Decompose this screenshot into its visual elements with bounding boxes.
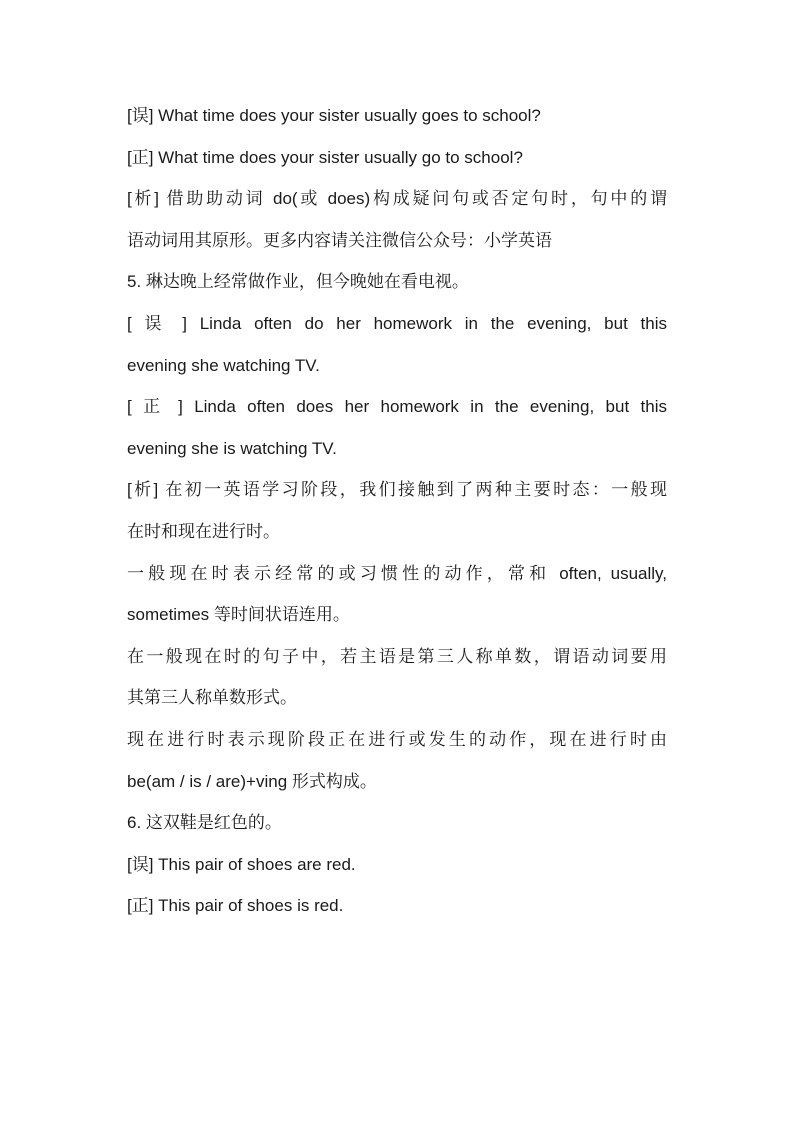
present-progressive-line-2: be(am / is / are)+ving 形式构成。 xyxy=(127,771,377,791)
item-5-heading: 5. 琳达晚上经常做作业，但今晚她在看电视。 xyxy=(127,272,469,292)
present-progressive-line-1: 现在进行时表示现阶段正在进行或发生的动作，现在进行时由 xyxy=(127,729,667,749)
third-person-line-1: 在一般现在时的句子中，若主语是第三人称单数，谓语动词要用 xyxy=(127,646,667,666)
analysis-4-line-1: [析] 借助助动词 do(或 does)构成疑问句或否定句时，句中的谓 xyxy=(127,189,667,209)
wrong-sentence-6: [误] This pair of shoes are red. xyxy=(127,854,356,874)
wrong-sentence-4: [误] What time does your sister usually goes to school? xyxy=(127,106,541,125)
document-body xyxy=(127,100,667,932)
correct-sentence-5-line-1: [ 正 ] Linda often does her homework in the evening, but this xyxy=(127,397,667,417)
wrong-sentence-5-line-1: [ 误 ] Linda often do her homework in the evening, but this xyxy=(127,313,667,333)
analysis-5-line-1: [析] 在初一英语学习阶段，我们接触到了两种主要时态：一般现 xyxy=(127,480,667,500)
correct-sentence-6: [正] This pair of shoes is red. xyxy=(127,896,344,916)
analysis-5-line-2: 在时和现在进行时。 xyxy=(127,521,280,541)
wrong-sentence-5-line-2: evening she watching TV. xyxy=(127,355,320,375)
item-6-heading: 6. 这双鞋是红色的。 xyxy=(127,813,282,833)
simple-present-line-2: sometimes 等时间状语连用。 xyxy=(127,605,350,625)
third-person-line-2: 其第三人称单数形式。 xyxy=(127,688,297,708)
correct-sentence-4: [正] What time does your sister usually go to school? xyxy=(127,147,523,167)
correct-sentence-5-line-2: evening she is watching TV. xyxy=(127,438,337,458)
analysis-4-line-2: 语动词用其原形。更多内容请关注微信公众号：小学英语 xyxy=(127,230,552,250)
simple-present-line-1: 一般现在时表示经常的或习惯性的动作，常和 often, usually, xyxy=(127,563,667,583)
